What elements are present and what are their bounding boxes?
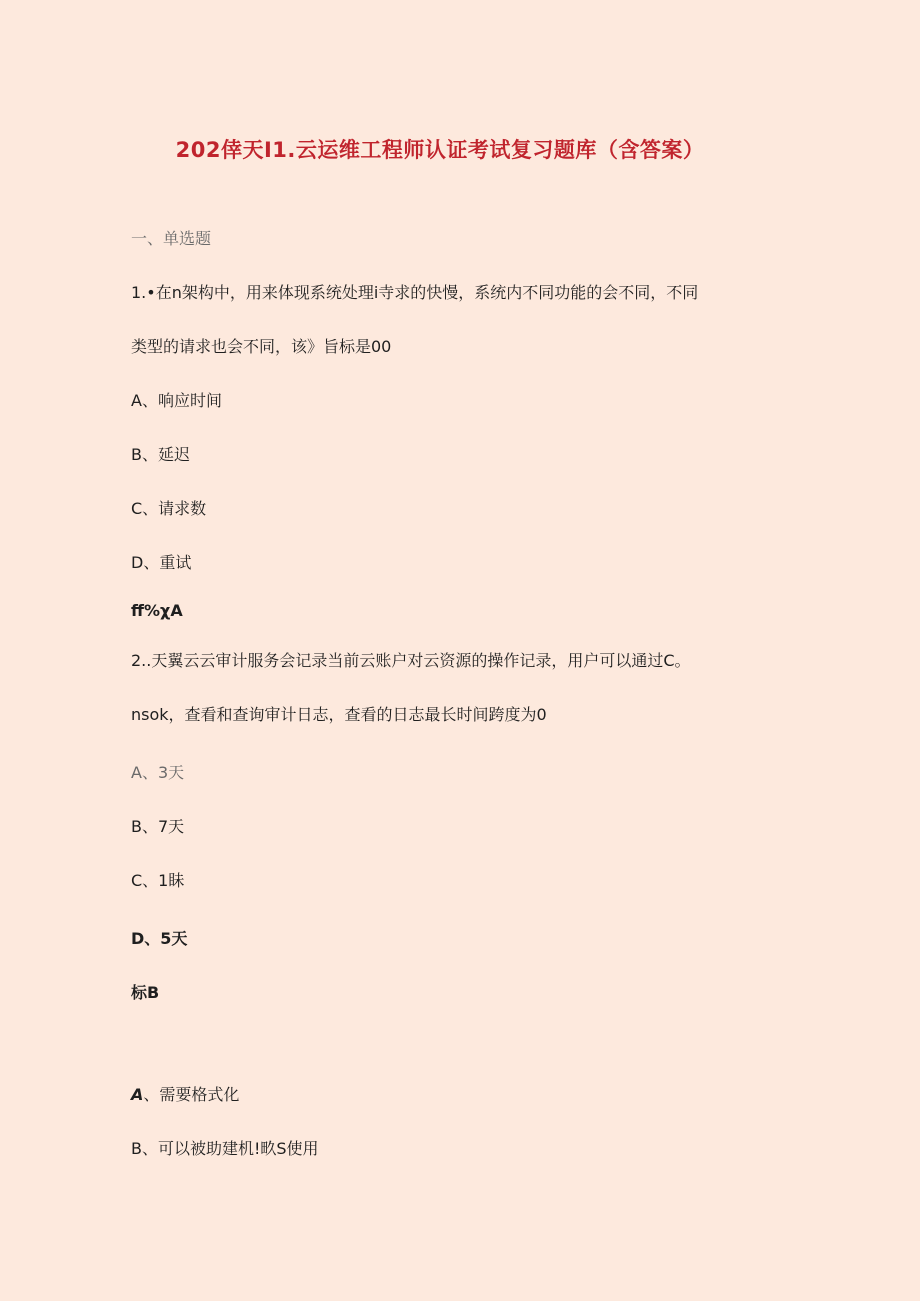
question-1-option-d: D、重试 (131, 553, 192, 572)
question-2-text-line-2: nsok，查看和查询审计日志，查看的日志最长时间跨度为0 (131, 705, 547, 724)
question-2-option-b: B、7天 (131, 817, 185, 836)
section-heading: 一、单选题 (131, 229, 212, 248)
question-2-text-line-1: 2..天翼云云审计服务会记录当前云账户对云资源的操作记录，用户可以通过C。 (131, 651, 691, 670)
question-1-text-line-2: 类型的请求也会不同，该》旨标是00 (131, 337, 392, 356)
question-3-option-a-letter: A (131, 1085, 144, 1104)
question-2-answer: 标B (131, 983, 160, 1002)
question-1-option-b: B、延迟 (131, 445, 190, 464)
question-3-option-a (131, 1084, 239, 1106)
document-title: 202倖天I1.云运维工程师认证考试复习题库（含答案） (175, 138, 705, 162)
question-3-option-b: B、可以被助建机!畂S使用 (131, 1139, 319, 1158)
question-1-text-line-1: 1.•在n架构中，用来体现系统处理i寺求的快慢，系统内不同功能的会不同，不同 (131, 283, 699, 302)
question-2-option-a: A、3天 (131, 763, 185, 782)
question-1-option-a: A、响应时间 (131, 391, 222, 410)
question-2-option-c: C、1眛 (131, 871, 185, 890)
question-1-option-c: C、请求数 (131, 499, 207, 518)
question-2-option-d: D、5天 (131, 929, 188, 948)
question-1-answer: ff%χA (131, 601, 183, 620)
question-3-option-a-text: 、需要格式化 (143, 1085, 240, 1104)
